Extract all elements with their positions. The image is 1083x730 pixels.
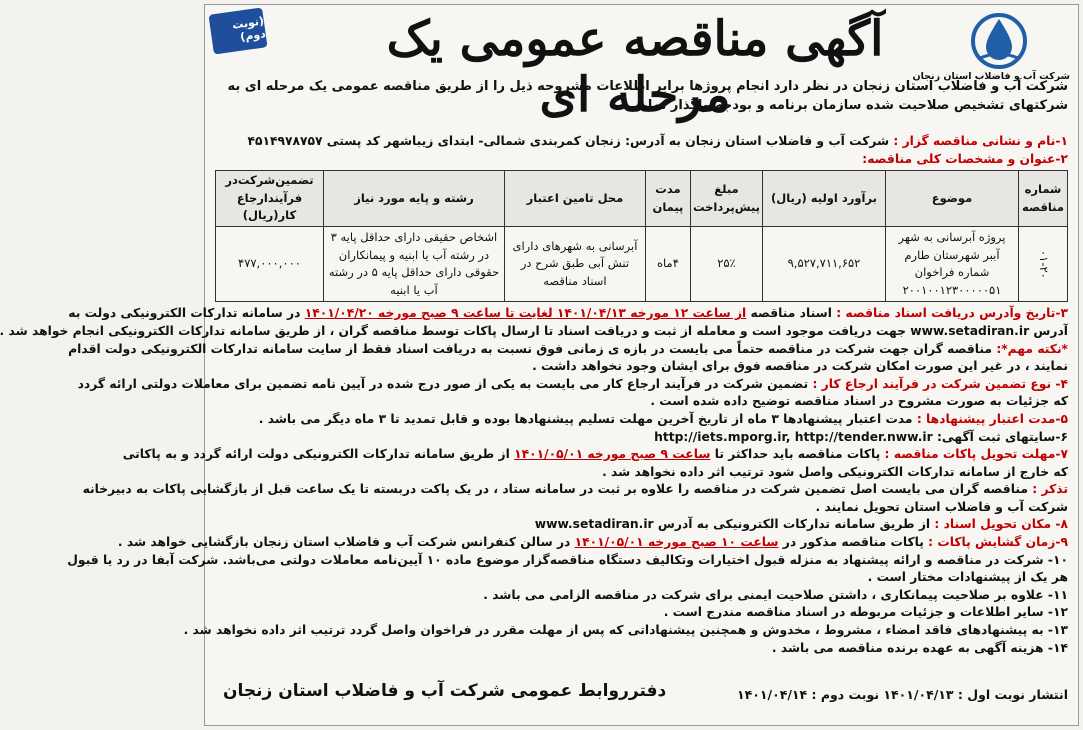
- tazakor: [82, 481, 1068, 499]
- newspaper-page: [0, 4, 1079, 726]
- section-7-text-b: از طریق سامانه تدارکات الکترونیکی دولت ارائه گردد و به پاکاتی: [122, 447, 510, 462]
- section-3-label: ۳-تاریخ وآدرس دریافت اسناد مناقصه :: [836, 306, 1068, 321]
- section-9-label: ۹-زمان گشایش پاکات :: [928, 535, 1068, 550]
- section-7-line-2: که خارج از سامانه تدارکات الکترونیکی واصل شود ترتیب اثر داده نخواهد شد .: [602, 464, 1068, 479]
- section-6: ۶-سایتهای ثبت آگهی: http://iets.mporg.ir, http://tender.nww.ir: [654, 429, 1068, 444]
- col-header-field-grade: رشته و پایه مورد نیاز: [323, 171, 504, 227]
- section-2-label: ۲-عنوان و مشخصات کلی مناقصه:: [862, 151, 1068, 166]
- cell-number: ۰۱-۲۰: [1019, 226, 1068, 301]
- section-7-date: ساعت ۹ صبح مورخه ۱۴۰۱/۰۵/۰۱: [514, 447, 711, 462]
- section-4-line-1: تضمین شرکت در فرآیند ارجاع کار می بایست به یکی از صور درج شده در آیین نامه تضمین برای معاملات دولتی ارائه گردد: [77, 376, 809, 391]
- section-3-line-2: آدرس www.setadiran.ir جهت دریافت موجود است و معامله از ثبت و دریافت اسناد تا ارسال پاکات توسط مناقصه گران ، از طریق سامانه تدارکات الکترونیکی انجام خواهد شد .: [0, 323, 1068, 338]
- section-7-label: ۷-مهلت تحویل پاکات مناقصه :: [884, 447, 1068, 462]
- section-8-text: از طریق سامانه تدارکات الکترونیکی به آدرس www.setadiran.ir: [534, 517, 931, 532]
- publication-dates: انتشار نوبت اول : ۱۴۰۱/۰۴/۱۳ نوبت دوم : ۱۴۰۱/۰۴/۱۴: [736, 687, 1068, 702]
- note-line-2: نمایند ، در غیر این صورت امکان شرکت در مناقصه فوق برای ایشان وجود نخواهد داشت .: [532, 359, 1068, 374]
- col-header-guarantee: تضمین‌شرکت‌در فرآیندارجاع کار(ریال): [216, 171, 324, 227]
- section-4-label: ۴- نوع تضمین شرکت در فرآیند ارجاع کار :: [812, 376, 1068, 391]
- section-3-text-a: اسناد مناقصه: [750, 306, 832, 321]
- cell-duration: ۴ماه: [645, 226, 690, 301]
- section-9: [117, 534, 1068, 552]
- cell-funding: آبرسانی به شهرهای دارای تنش آبی طبق شرح در اسناد مناقصه: [504, 226, 645, 301]
- announcement-body: [0, 133, 1068, 657]
- section-5-text: مدت اعتبار پیشنهادها ۳ ماه از تاریخ آخرین مهلت تسلیم پیشنهادها بوده و قابل تمدید تا ۳ ماه دیگر می باشد .: [258, 411, 913, 426]
- section-14: ۱۴- هزینه آگهی به عهده برنده مناقصه می باشد .: [771, 640, 1068, 655]
- cell-subject: پروژه آبرسانی به شهر آببر شهرستان طارم شماره فراخوان ۲۰۰۱۰۰۱۲۳۰۰۰۰۰۵۱: [886, 226, 1019, 301]
- edition-badge: (نوبت دوم): [208, 7, 267, 54]
- section-8-label: ۸- مکان تحویل اسناد :: [934, 517, 1068, 532]
- cell-estimate: ۹,۵۲۷,۷۱۱,۶۵۲: [763, 226, 886, 301]
- section-3-date: از ساعت ۱۲ مورخه ۱۴۰۱/۰۴/۱۳ لغایت تا ساعت ۹ صبح مورخه ۱۴۰۱/۰۴/۲۰: [304, 306, 747, 321]
- section-7: [122, 446, 1068, 464]
- section-4: [77, 376, 1068, 394]
- section-3: [68, 305, 1068, 323]
- tazakor-label: تذکر :: [1032, 482, 1068, 497]
- section-5: [215, 411, 1068, 429]
- tender-table: [215, 170, 1068, 302]
- section-12: ۱۲- سایر اطلاعات و جزئیات مربوطه در اسناد مناقصه مندرج است .: [663, 605, 1068, 620]
- cell-guarantee: ۴۷۷,۰۰۰,۰۰۰: [216, 226, 324, 301]
- section-13: ۱۳- به پیشنهادهای فاقد امضاء ، مشروط ، مخدوش و همچنین پیشنهاداتی که پس از مهلت مقرر در فراخوان واصل گردد ترتیب اثر داده نخواهد شد .: [183, 623, 1068, 638]
- section-1-label: ۱-نام و نشانی مناقصه گزار :: [893, 134, 1068, 148]
- cell-prepayment: ۲۵٪: [690, 226, 762, 301]
- note-label: *نکته مهم*:: [996, 341, 1068, 356]
- section-10-line-1: ۱۰- شرکت در مناقصه و ارائه پیشنهاد به منزله قبول اختیارات وتکالیف دستگاه مناقصه‌گزار موضوع ماده ۱۰ آیین‌نامه معاملات دولتی می‌باشد. شرکت آبفا در رد یا قبول: [67, 552, 1068, 567]
- tender-table-header-row: [216, 171, 1068, 227]
- col-header-number: شماره مناقصه: [1019, 171, 1068, 227]
- section-1-text: شرکت آب و فاضلاب استان زنجان به آدرس: زنجان کمربندی شمالی- ابتدای زیباشهر کد پستی ۴۵۱۴۹۷۸۷۵۷: [247, 134, 890, 148]
- tazakor-line-2: شرکت آب و فاضلاب استان تحویل نمایند .: [815, 499, 1068, 514]
- logo-caption: شرکت آب و فاضلاب استان زنجان: [912, 71, 1070, 82]
- section-8: [215, 516, 1068, 534]
- section-7-text-a: پاکات مناقصه باید حداکثر تا: [714, 447, 881, 462]
- water-company-logo-icon: [964, 11, 1034, 71]
- footer: [215, 673, 1068, 719]
- section-3-text-b: در سامانه تدارکات الکترونیکی دولت به: [68, 306, 301, 321]
- section-1: [215, 133, 1068, 151]
- table-row: [216, 226, 1068, 301]
- tazakor-line-1: مناقصه گران می بایست اصل تضمین شرکت در مناقصه را علاوه بر ثبت در سامانه ستاد ، در یک پاکت دربسته تا یک ساعت قبل از بازگشایی پاکات به دبیرخانه: [82, 482, 1028, 497]
- col-header-funding: محل تامین اعتبار: [504, 171, 645, 227]
- section-9-text-b: در سالن کنفرانس شرکت آب و فاضلاب استان زنجان بازگشایی خواهد شد .: [117, 535, 571, 550]
- cell-field-grade: اشخاص حقیقی دارای حداقل پایه ۳ در رشته آب یا ابنیه و پیمانکاران حقوقی دارای حداقل پایه ۵ در رشته آب یا ابنیه: [323, 226, 504, 301]
- col-header-estimate: برآورد اولیه (ریال): [763, 171, 886, 227]
- col-header-prepayment: مبلغ پیش‌پرداخت: [690, 171, 762, 227]
- intro-paragraph: شرکت آب و فاضلاب استان زنجان در نظر دارد انجام پروژها برابر اطلاعات مشروحه ذیل را از طریق مناقصه عمومی یک مرحله ای به شرکتهای تشخیص صلاحیت شده سازمان برنامه و بودجه واگذار نماید .: [227, 79, 1068, 113]
- section-10-line-2: هر یک از پیشنهادات مختار است .: [867, 570, 1068, 585]
- section-11: ۱۱- علاوه بر صلاحیت پیمانکاری ، داشتن صلاحیت ایمنی برای شرکت در مناقصه الزامی می باشد .: [483, 587, 1068, 602]
- col-header-duration: مدت پیمان: [645, 171, 690, 227]
- note: [68, 341, 1068, 359]
- public-relations-office: دفترروابط عمومی شرکت آب و فاضلاب استان زنجان: [223, 681, 667, 701]
- col-header-subject: موضوع: [886, 171, 1019, 227]
- page-title: آگهی مناقصه عمومی یک مرحله ای: [386, 11, 884, 123]
- section-9-text-a: پاکات مناقصه مذکور در: [782, 535, 924, 550]
- section-4-line-2: که جزئیات به صورت مشروح در اسناد مناقصه توضیح داده شده است .: [650, 394, 1068, 409]
- section-5-label: ۵-مدت اعتبار پیشنهادها :: [916, 411, 1068, 426]
- note-line-1: مناقصه گران جهت شرکت در مناقصه حتماً می بایست در بازه ی زمانی فوق نسبت به دریافت اسناد فقط از سایت سامانه تدارکات الکترونیکی دولت اقدام: [68, 341, 993, 356]
- section-9-date: ساعت ۱۰ صبح مورخه ۱۴۰۱/۰۵/۰۱: [574, 535, 779, 550]
